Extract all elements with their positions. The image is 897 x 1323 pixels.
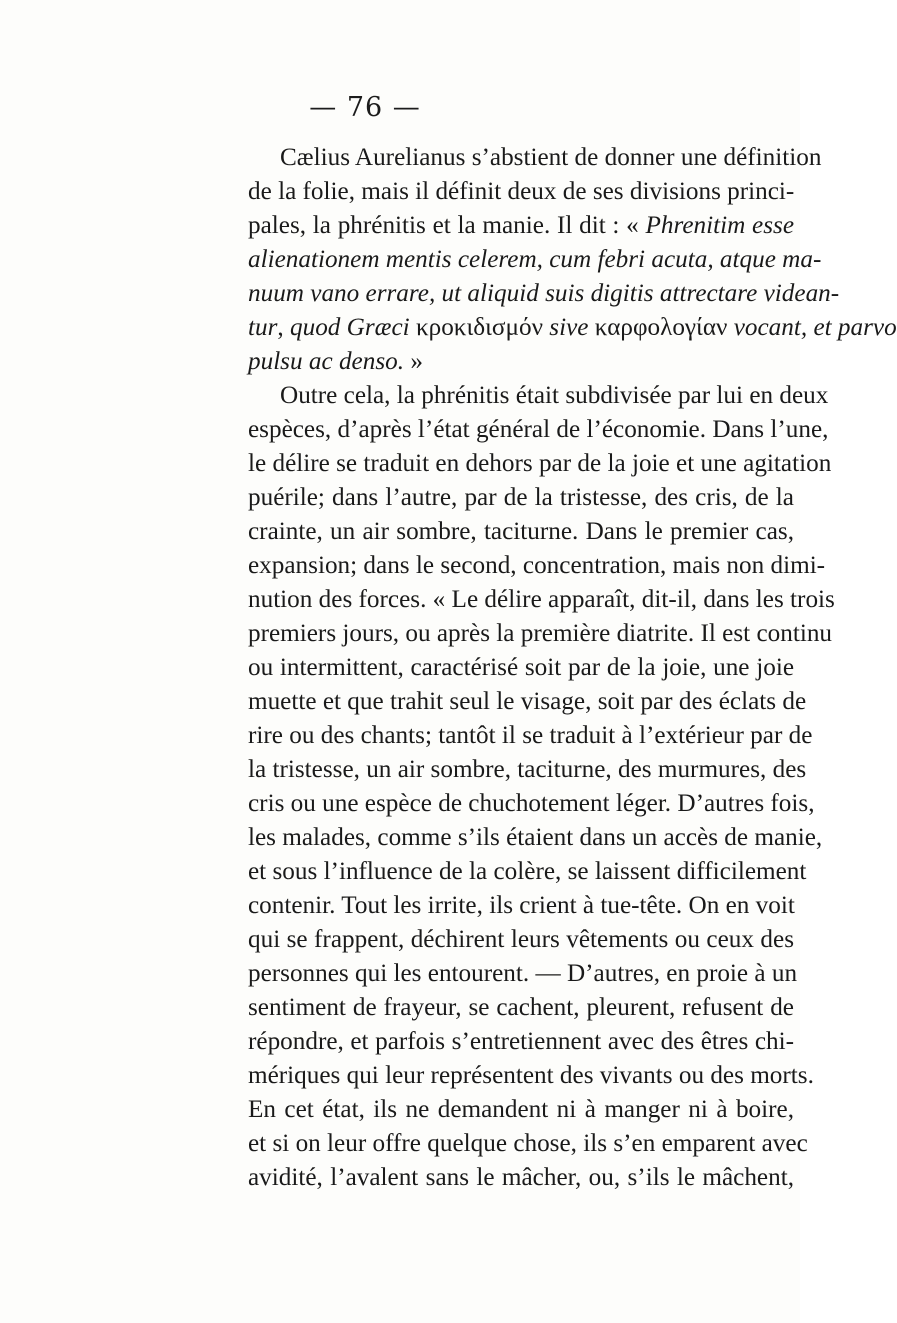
text-run: » bbox=[404, 348, 423, 375]
latin-quote: nuum vano errare, ut aliquid suis digitis attrectare videan- bbox=[248, 280, 840, 307]
text-line: Outre cela, la phrénitis était subdivisée par lui en deux bbox=[280, 382, 829, 409]
text-line: muette et que trahit seul le visage, soit par des éclats de bbox=[248, 688, 807, 715]
latin-quote: tur bbox=[248, 314, 278, 341]
page-number: — 76 — bbox=[309, 92, 421, 123]
text-line: ou intermittent, caractérisé soit par de la joie, une joie bbox=[248, 654, 794, 681]
body-text bbox=[248, 141, 897, 1195]
greek-term: κροκιδισμόν bbox=[409, 314, 550, 341]
text-line: nution des forces. « Le délire apparaît, dit-il, dans les trois bbox=[248, 586, 835, 613]
text-line: cris ou une espèce de chuchotement léger. D’autres fois, bbox=[248, 790, 815, 817]
text-line: En cet état, ils ne demandent ni à manger ni à boire, bbox=[248, 1096, 794, 1123]
text-line: répondre, et parfois s’entretiennent avec des êtres chi- bbox=[248, 1028, 794, 1055]
text-line: personnes qui les entourent. — D’autres, en proie à un bbox=[248, 960, 798, 987]
text-line: qui se frappent, déchirent leurs vêtements ou ceux des bbox=[248, 926, 794, 953]
latin-quote: vocant, et parvo bbox=[733, 314, 897, 341]
latin-quote: sive bbox=[549, 314, 589, 341]
text-line: expansion; dans le second, concentration, mais non dimi- bbox=[248, 552, 826, 579]
text-line: le délire se traduit en dehors par de la joie et une agitation bbox=[248, 450, 832, 477]
text-line: premiers jours, ou après la première diatrite. Il est continu bbox=[248, 620, 833, 647]
text-line bbox=[248, 345, 794, 379]
text-run: pales, la phrénitis et la manie. Il dit : « bbox=[248, 212, 646, 239]
text-line: sentiment de frayeur, se cachent, pleurent, refusent de bbox=[248, 994, 794, 1021]
text-line bbox=[248, 311, 897, 345]
text-line: la tristesse, un air sombre, taciturne, des murmures, des bbox=[248, 756, 807, 783]
text-line: et sous l’influence de la colère, se laissent difficilement bbox=[248, 858, 807, 885]
greek-term: καρφολογίαν bbox=[588, 314, 734, 341]
latin-quote: Phrenitim esse bbox=[645, 212, 795, 239]
text-line bbox=[248, 209, 794, 243]
text-line: de la folie, mais il définit deux de ses divisions princi- bbox=[248, 178, 795, 205]
text-line: espèces, d’après l’état général de l’économie. Dans l’une, bbox=[248, 416, 829, 443]
text-line: puérile; dans l’autre, par de la tristesse, des cris, de la bbox=[248, 484, 794, 511]
text-line: crainte, un air sombre, taciturne. Dans le premier cas, bbox=[248, 518, 794, 545]
text-line: contenir. Tout les irrite, ils crient à tue-tête. On en voit bbox=[248, 892, 795, 919]
text-line: avidité, l’avalent sans le mâcher, ou, s’ils le mâchent, bbox=[248, 1164, 794, 1191]
text-line: Cælius Aurelianus s’abstient de donner une définition bbox=[280, 144, 822, 171]
latin-quote: alienationem mentis celerem, cum febri acuta, atque ma- bbox=[248, 246, 822, 273]
text-line bbox=[248, 243, 822, 277]
latin-quote: quod Græci bbox=[290, 314, 410, 341]
text-run: , bbox=[277, 314, 290, 341]
text-line: et si on leur offre quelque chose, ils s’en emparent avec bbox=[248, 1130, 808, 1157]
text-line: les malades, comme s’ils étaient dans un accès de manie, bbox=[248, 824, 823, 851]
text-line: mériques qui leur représentent des vivants ou des morts. bbox=[248, 1062, 814, 1089]
text-line: rire ou des chants; tantôt il se traduit à l’extérieur par de bbox=[248, 722, 813, 749]
text-line bbox=[248, 277, 840, 311]
latin-quote: pulsu ac denso. bbox=[248, 348, 405, 375]
